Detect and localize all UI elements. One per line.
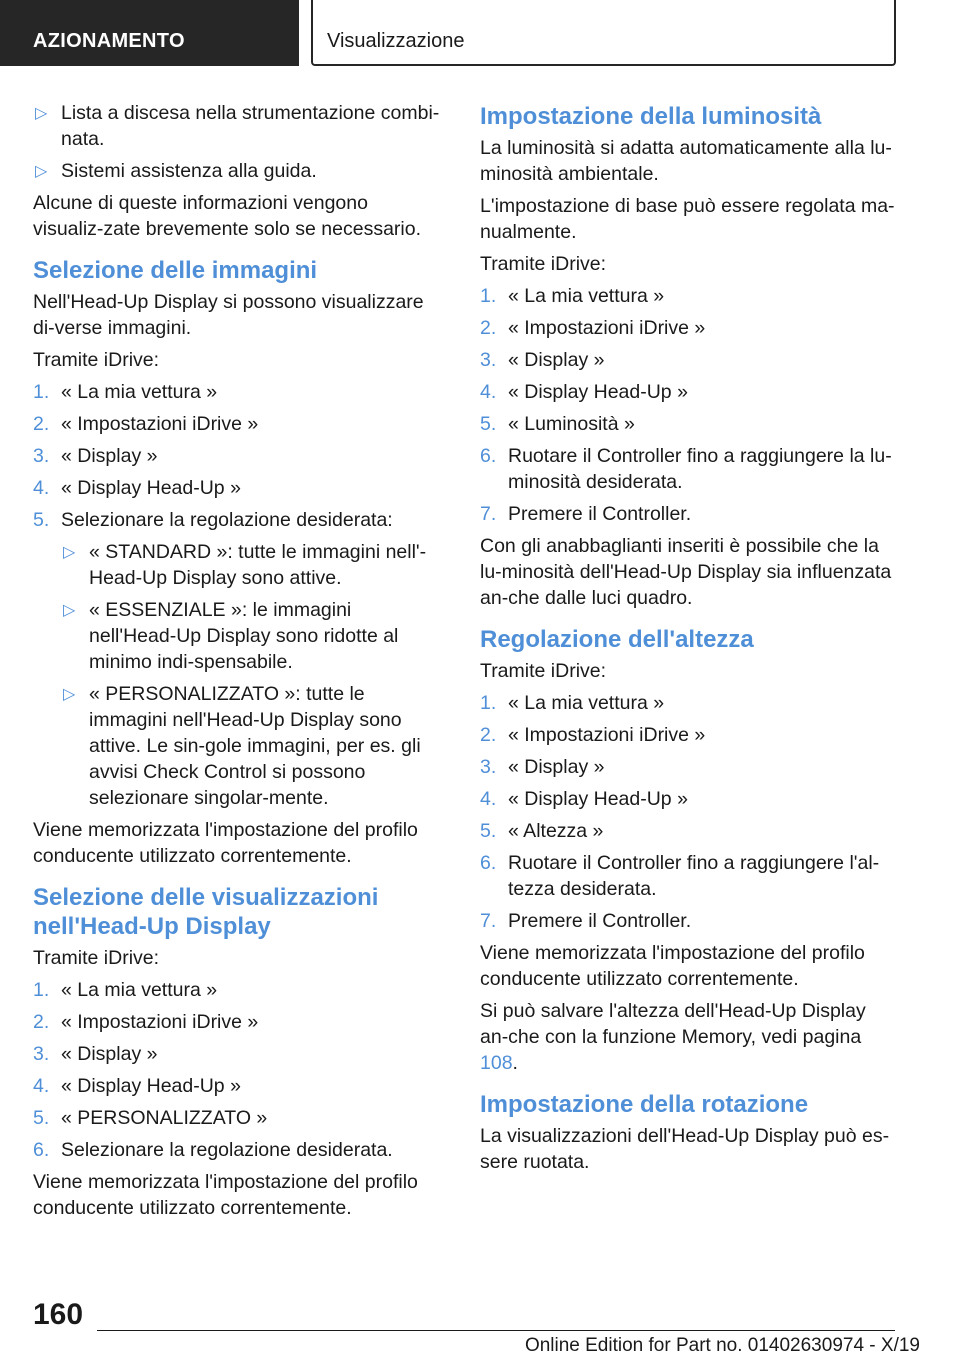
list-item: 4. « Display Head-Up » [480, 788, 688, 810]
list-item: 4. « Display Head-Up » [480, 381, 688, 403]
steps-height [480, 690, 895, 934]
list-item: 3. « Display » [33, 445, 158, 467]
paragraph: Tramite iDrive: [480, 253, 607, 275]
list-item: 2. « Impostazioni iDrive » [480, 317, 706, 339]
section-tab: AZIONAMENTO [0, 0, 299, 66]
footer-edition: Online Edition for Part no. 01402630974 - X/19 [524, 1335, 920, 1356]
paragraph: La luminosità si adatta automaticamente alla lu-minosità ambientale. [480, 137, 892, 185]
list-item: 1. « La mia vettura » [33, 979, 218, 1001]
list-item: ▷ « PERSONALIZZATO »: tutte le immagini nell'Head-Up Display sono attive. Le sin-gole immagini, per es. gli avvisi Check Control si possono selezionare singolar-mente. [63, 683, 421, 809]
heading-brightness: Impostazione della luminosità [480, 103, 822, 130]
heading-display-selection: Selezione delle visualizzazioni nell'Head-Up Display [33, 884, 379, 940]
topic-tab: Visualizzazione [311, 0, 896, 66]
list-item: 1. « La mia vettura » [33, 381, 218, 403]
list-item: 6. Ruotare il Controller fino a raggiungere la lu-minosità desiderata. [480, 445, 892, 493]
paragraph: Con gli anabbaglianti inseriti è possibile che la lu-minosità dell'Head-Up Display sia influenzata an-che dalle luci quadro. [480, 535, 892, 609]
list-item: 1. « La mia vettura » [480, 692, 665, 714]
steps-display-selection [33, 977, 443, 1163]
heading-height: Regolazione dell'altezza [480, 626, 754, 653]
list-item: 2. « Impostazioni iDrive » [33, 1011, 259, 1033]
paragraph: Tramite iDrive: [33, 349, 160, 371]
list-item: 5. « PERSONALIZZATO » [33, 1107, 268, 1129]
heading-rotation: Impostazione della rotazione [480, 1091, 809, 1118]
footer-divider [97, 1330, 895, 1331]
triangle-right-icon: ▷ [63, 544, 76, 561]
list-item: 2. « Impostazioni iDrive » [480, 724, 706, 746]
list-item: 4. « Display Head-Up » [33, 477, 241, 499]
list-item: ▷ Sistemi assistenza alla guida. [33, 158, 443, 184]
list-item: 6. Ruotare il Controller fino a raggiungere l'al-tezza desiderata. [480, 852, 880, 900]
options-list [61, 539, 443, 811]
memory-paragraph: Si può salvare l'altezza dell'Head-Up Display an-che con la funzione Memory, vedi pagina 108. [480, 1000, 866, 1074]
intro-note: Alcune di queste informazioni vengono visualiz-zate brevemente solo se necessario. [33, 192, 422, 240]
list-item: 4. « Display Head-Up » [33, 1075, 241, 1097]
list-item: 5. Selezionare la regolazione desiderata: ▷ « STANDARD »: tutte le immagini nell'-Head-Up Display sono attive. ▷ « ESSENZIALE »: le immagini nell'Head-Up Display sono ridotte al minimo indi-spensabile. ▷ « PERSONALIZZATO »: tutte le immagini nell'Head-Up Display sono attive. Le sin-gole immagini, per es. gli avvisi Check Control si possono selezionare singolar-mente. [33, 507, 443, 811]
list-item: 5. « Luminosità » [480, 413, 635, 435]
list-item: 3. « Display » [480, 349, 605, 371]
page-header [0, 0, 960, 66]
paragraph: Tramite iDrive: [480, 660, 607, 682]
paragraph: Nell'Head-Up Display si possono visualizzare di-verse immagini. [33, 291, 424, 339]
page-link[interactable]: 108 [480, 1052, 513, 1074]
list-item: 5. « Altezza » [480, 820, 604, 842]
list-item: 7. Premere il Controller. [480, 910, 692, 932]
triangle-right-icon: ▷ [63, 686, 76, 703]
triangle-right-icon: ▷ [35, 163, 48, 180]
triangle-right-icon: ▷ [63, 602, 76, 619]
paragraph: L'impostazione di base può essere regolata ma-nualmente. [480, 195, 895, 243]
steps-image-selection [33, 379, 443, 811]
heading-image-selection: Selezione delle immagini [33, 257, 318, 284]
paragraph: La visualizzazioni dell'Head-Up Display può es-sere ruotata. [480, 1125, 890, 1173]
intro-bullet-list [33, 100, 443, 184]
list-item: ▷ « STANDARD »: tutte le immagini nell'-Head-Up Display sono attive. [63, 541, 427, 589]
paragraph: Viene memorizzata l'impostazione del profilo conducente utilizzato correntemente. [33, 1171, 418, 1219]
list-item: ▷ Lista a discesa nella strumentazione combi-nata. [35, 102, 440, 150]
paragraph: Viene memorizzata l'impostazione del profilo conducente utilizzato correntemente. [33, 819, 418, 867]
list-item: 1. « La mia vettura » [480, 285, 665, 307]
steps-brightness [480, 283, 895, 527]
list-item: 3. « Display » [33, 1043, 158, 1065]
paragraph: Tramite iDrive: [33, 947, 160, 969]
page-number: 160 [33, 1298, 84, 1331]
list-item: ▷ « ESSENZIALE »: le immagini nell'Head-Up Display sono ridotte al minimo indi-spensabile. [63, 599, 399, 673]
list-item: 2. « Impostazioni iDrive » [33, 413, 259, 435]
triangle-right-icon: ▷ [35, 105, 48, 122]
list-item: 7. Premere il Controller. [480, 503, 692, 525]
paragraph: Viene memorizzata l'impostazione del profilo conducente utilizzato correntemente. [480, 942, 865, 990]
list-item: 3. « Display » [480, 756, 605, 778]
left-column [33, 100, 443, 1227]
list-item: 6. Selezionare la regolazione desiderata. [33, 1139, 393, 1161]
right-column [480, 100, 895, 1181]
